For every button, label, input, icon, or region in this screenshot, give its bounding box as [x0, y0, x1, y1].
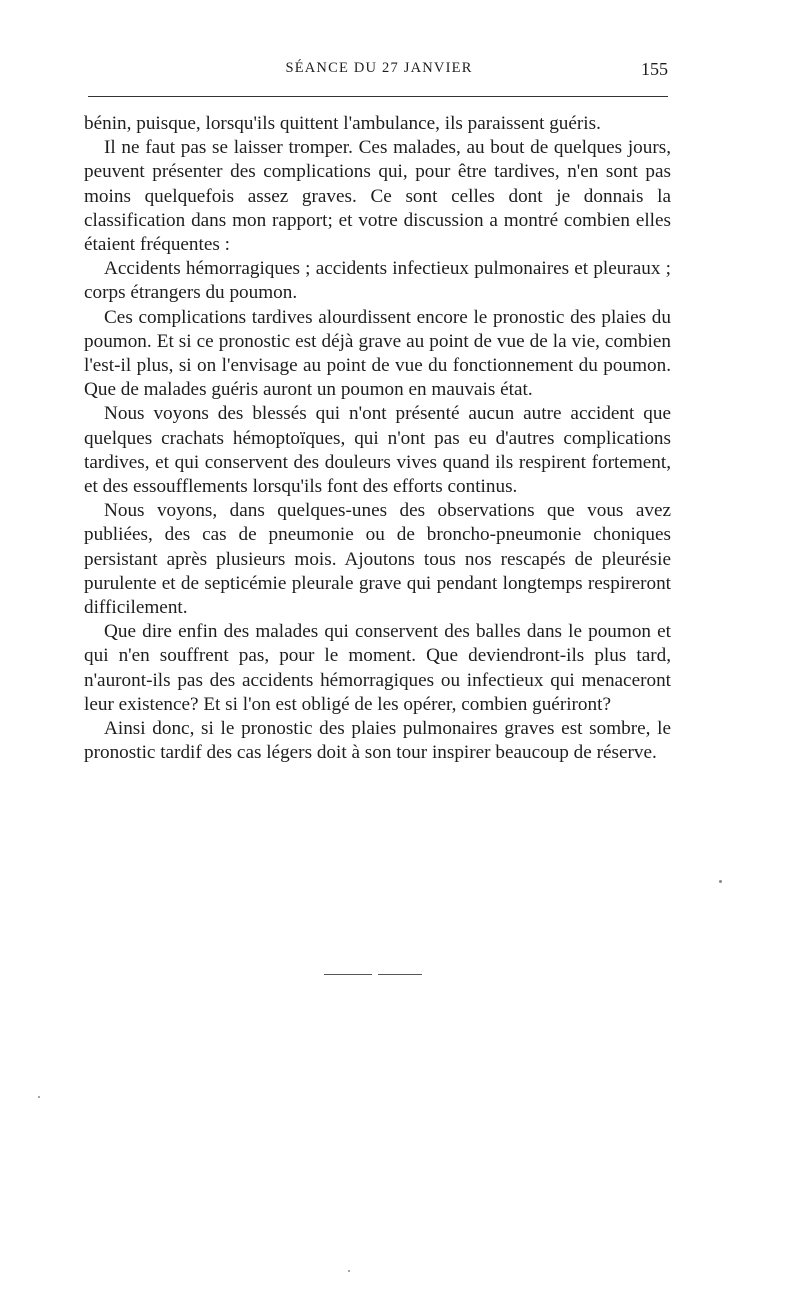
body-text [84, 112, 671, 765]
header-rule [88, 96, 668, 97]
paper-speck [38, 1096, 40, 1098]
paragraph: Il ne faut pas se laisser tromper. Ces malades, au bout de quelques jours, peuvent présenter des complications qui, pour être tardives, n'en sont pas moins quelquefois assez graves. Ce sont celles dont je donnais la classification dans mon rapport; et votre discussion a montré combien elles étaient fréquentes : [84, 137, 671, 256]
section-end-rule-right [378, 974, 422, 975]
paragraph: Nous voyons des blessés qui n'ont présenté aucun autre accident que quelques crachats hémoptoïques, qui n'ont pas eu d'autres complications tardives, et qui conservent des douleurs vives quand ils respirent fortement, et des essoufflements lorsqu'ils font des efforts continus. [84, 403, 671, 498]
paper-speck [348, 1270, 350, 1272]
paragraph: Ces complications tardives alourdissent encore le pronostic des plaies du poumon. Et si ce pronostic est déjà grave au point de vue de la vie, combien l'est-il plus, si on l'envisage au point de vue du fonctionnement du poumon. Que de malades guéris auront un poumon en mauvais état. [84, 306, 671, 401]
running-header [88, 60, 670, 82]
paragraph: Que dire enfin des malades qui conservent des balles dans le poumon et qui n'en souffrent pas, pour le moment. Que deviendront-ils plus tard, n'auront-ils pas des accidents hémorragiques ou infectieux qui menaceront leur existence? Et si l'on est obligé de les opérer, combien guériront? [84, 621, 671, 715]
paragraph-continued: bénin, puisque, lorsqu'ils quittent l'ambulance, ils paraissent guéris. [84, 113, 601, 134]
paragraph: Nous voyons, dans quelques-unes des observations que vous avez publiées, des cas de pneumonie ou de broncho-pneumonie choniques persistant après plusieurs mois. Ajoutons tous nos rescapés de pleurésie purulente et de septicémie pleurale grave qui pendant longtemps respireront difficilement. [84, 500, 671, 619]
section-end-rule-left [324, 974, 372, 975]
running-title: SÉANCE DU 27 JANVIER [285, 60, 473, 76]
page-number: 155 [641, 59, 668, 79]
paper-speck [719, 880, 722, 883]
paragraph: Accidents hémorragiques ; accidents infectieux pulmonaires et pleuraux ; corps étrangers du poumon. [84, 258, 671, 304]
paragraph: Ainsi donc, si le pronostic des plaies pulmonaires graves est sombre, le pronostic tardif des cas légers doit à son tour inspirer beaucoup de réserve. [84, 718, 671, 764]
